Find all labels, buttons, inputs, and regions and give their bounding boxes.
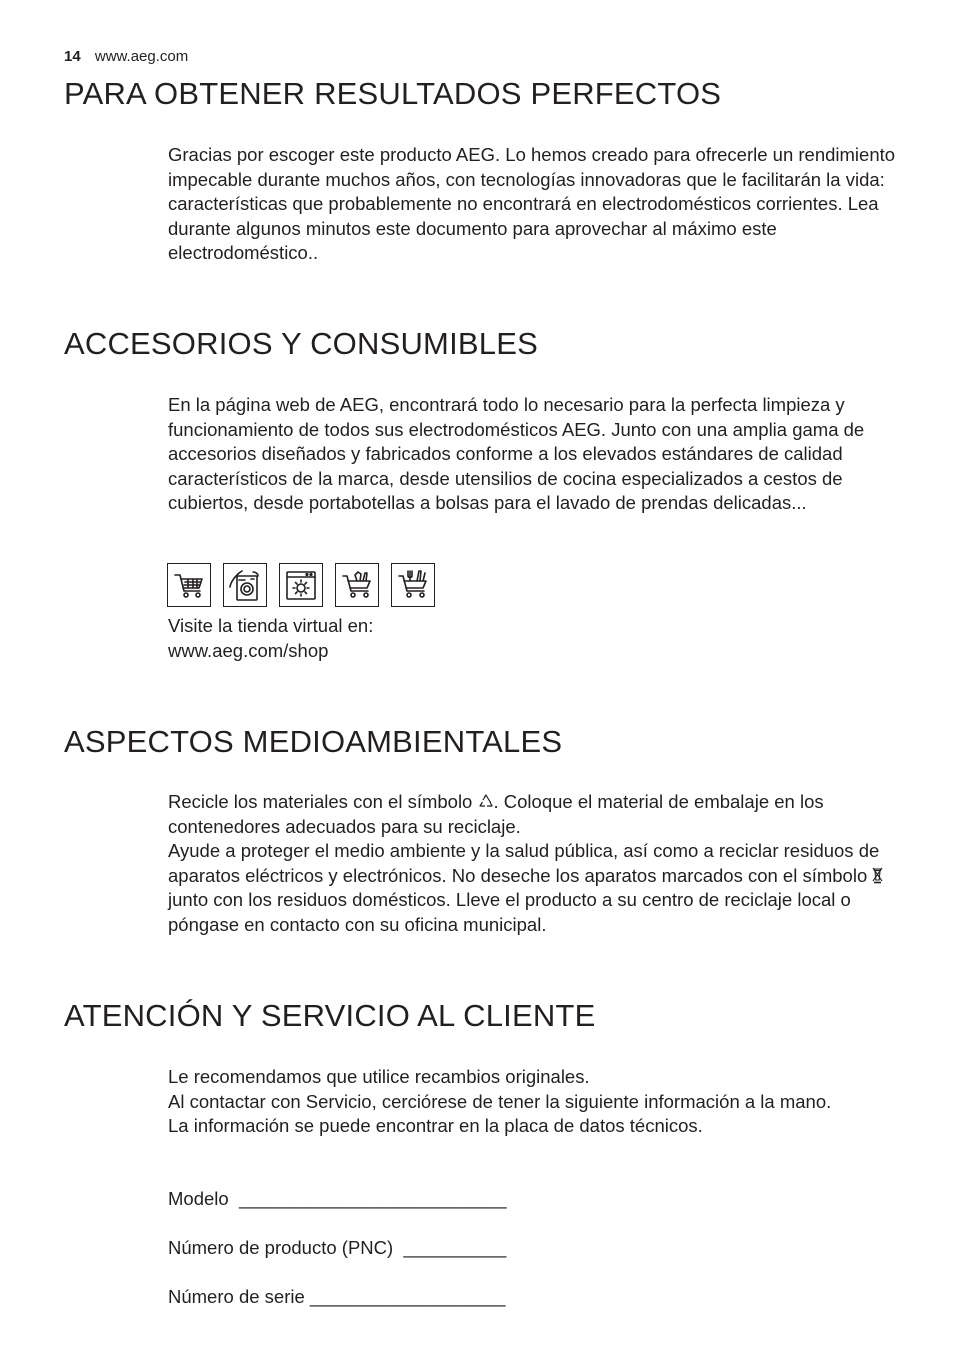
page-header <box>64 48 188 65</box>
oven-gear-icon <box>279 563 323 607</box>
recycle-icon <box>478 792 494 810</box>
shop-info <box>168 614 908 663</box>
section-body-atencion <box>168 1065 908 1139</box>
section-title-medioambientales: ASPECTOS MEDIOAMBIENTALES <box>64 724 563 759</box>
recycle-paragraph <box>168 790 908 839</box>
section-title-accesorios: ACCESORIOS Y CONSUMIBLES <box>64 326 538 361</box>
recycle-text-a: Recicle los materiales con el símbolo <box>168 791 478 812</box>
section-title-atencion: ATENCIÓN Y SERVICIO AL CLIENTE <box>64 998 596 1033</box>
shop-link[interactable]: www.aeg.com/shop <box>168 639 329 661</box>
accessory-icons <box>167 563 435 607</box>
cart-utensils-icon <box>391 563 435 607</box>
field-blank[interactable]: ___________________ <box>309 1286 506 1307</box>
section-body-medioambientales <box>168 790 908 937</box>
section-body-resultados <box>168 143 908 266</box>
text-line: Al contactar con Servicio, cerciórese de tener la siguiente información a la mano. <box>168 1090 832 1112</box>
paragraph: Gracias por escoger este producto AEG. Lo hemos creado para ofrecerle un rendimiento impecable durante muchos años, con tecnologías innovadoras que le facilitarán la vida: características que probablemente no encontrará en electrodomésticos corrientes. Lea durante algunos minutos este documento para aprovechar al máximo este electrodoméstico.. <box>168 144 896 263</box>
recycle-text-b: . Coloque el material de embalaje en los contenedores adecuados para su reciclaje. <box>168 791 824 837</box>
text-line: Le recomendamos que utilice recambios originales. <box>168 1066 590 1087</box>
field-label: Modelo <box>168 1188 229 1209</box>
cart-bottle-icon <box>335 563 379 607</box>
crossed-bin-icon <box>872 866 883 884</box>
cart-icon <box>167 563 211 607</box>
text-line: La información se puede encontrar en la placa de datos técnicos. <box>168 1115 703 1136</box>
section-body-accesorios <box>168 393 908 516</box>
field-pnc[interactable] <box>168 1237 506 1259</box>
header-url[interactable]: www.aeg.com <box>94 48 189 65</box>
field-blank[interactable]: __________ <box>403 1237 507 1258</box>
washing-machine-hand-icon <box>223 563 267 607</box>
page-number: 14 <box>64 48 81 65</box>
shop-label: Visite la tienda virtual en: <box>168 615 374 636</box>
field-blank[interactable]: __________________________ <box>238 1188 507 1209</box>
field-label: Número de serie <box>168 1286 305 1307</box>
field-serie[interactable] <box>168 1286 505 1308</box>
protect-text-a: Ayude a proteger el medio ambiente y la salud pública, así como a reciclar residuos de aparatos eléctricos y electrónicos. No deseche los aparatos marcados con el símbolo <box>168 840 880 886</box>
field-label: Número de producto (PNC) <box>168 1237 394 1258</box>
protect-paragraph <box>168 839 908 937</box>
section-title-resultados: PARA OBTENER RESULTADOS PERFECTOS <box>64 76 722 111</box>
field-modelo[interactable] <box>168 1188 506 1210</box>
protect-text-b: junto con los residuos domésticos. Lleve el producto a su centro de reciclaje local o póngase en contacto con su oficina municipal. <box>168 889 851 935</box>
paragraph: En la página web de AEG, encontrará todo lo necesario para la perfecta limpieza y funcionamiento de todos sus electrodomésticos AEG. Junto con una amplia gama de accesorios diseñados y fabricados conforme a los elevados estándares de calidad característicos de la marca, desde utensilios de cocina especializados a cestos de cubiertos, desde portabotellas a bolsas para el lavado de prendas delicadas... <box>168 394 865 513</box>
